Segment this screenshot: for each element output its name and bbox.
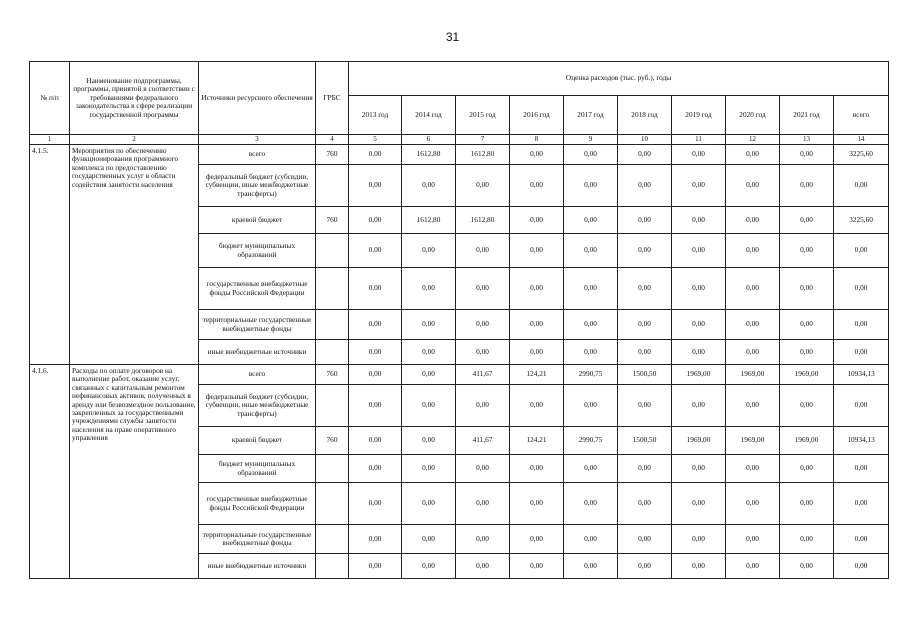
value-cell: 0,00 — [618, 145, 672, 165]
header-year: 2014 год — [402, 96, 456, 135]
value-cell: 0,00 — [834, 340, 889, 365]
value-cell: 0,00 — [726, 340, 780, 365]
value-cell: 0,00 — [456, 310, 510, 340]
value-cell: 0,00 — [456, 525, 510, 554]
grbs-code — [316, 340, 349, 365]
column-number: 2 — [70, 135, 199, 145]
header-grbs: ГРБС — [316, 62, 349, 135]
value-cell: 411,67 — [456, 365, 510, 385]
value-cell: 0,00 — [349, 268, 402, 310]
funding-source: бюджет муниципальных образований — [199, 234, 316, 268]
value-cell: 0,00 — [672, 165, 726, 207]
header-year: 2013 год — [349, 96, 402, 135]
value-cell: 0,00 — [672, 145, 726, 165]
value-cell: 0,00 — [618, 207, 672, 234]
value-cell: 1969,00 — [672, 365, 726, 385]
value-cell: 1969,00 — [672, 427, 726, 455]
value-cell: 0,00 — [402, 310, 456, 340]
value-cell: 0,00 — [349, 455, 402, 483]
table-body — [30, 145, 889, 579]
value-cell: 0,00 — [349, 365, 402, 385]
column-number: 9 — [564, 135, 618, 145]
value-cell: 0,00 — [402, 385, 456, 427]
value-cell: 0,00 — [672, 310, 726, 340]
grbs-code — [316, 525, 349, 554]
value-cell: 0,00 — [726, 455, 780, 483]
grbs-code — [316, 385, 349, 427]
value-cell: 0,00 — [672, 207, 726, 234]
value-cell: 0,00 — [672, 268, 726, 310]
header-year: 2020 год — [726, 96, 780, 135]
value-cell: 0,00 — [349, 165, 402, 207]
header-year: 2015 год — [456, 96, 510, 135]
header-year: 2017 год — [564, 96, 618, 135]
value-cell: 0,00 — [618, 483, 672, 525]
column-number: 8 — [510, 135, 564, 145]
value-cell: 0,00 — [349, 207, 402, 234]
header-source: Источники ресурсного обеспечения — [199, 62, 316, 135]
column-number: 4 — [316, 135, 349, 145]
value-cell: 0,00 — [510, 340, 564, 365]
value-cell: 0,00 — [402, 365, 456, 385]
value-cell: 0,00 — [564, 525, 618, 554]
grbs-code — [316, 165, 349, 207]
value-cell: 0,00 — [564, 207, 618, 234]
value-cell: 0,00 — [780, 455, 834, 483]
value-cell: 411,67 — [456, 427, 510, 455]
value-cell: 0,00 — [726, 207, 780, 234]
value-cell: 0,00 — [726, 385, 780, 427]
value-cell: 0,00 — [672, 525, 726, 554]
header-year: 2016 год — [510, 96, 564, 135]
value-cell: 0,00 — [672, 340, 726, 365]
column-number: 3 — [199, 135, 316, 145]
value-cell: 124,21 — [510, 365, 564, 385]
value-cell: 0,00 — [726, 234, 780, 268]
value-cell: 0,00 — [726, 165, 780, 207]
value-cell: 1969,00 — [726, 365, 780, 385]
value-cell: 0,00 — [618, 455, 672, 483]
value-cell: 0,00 — [780, 525, 834, 554]
value-cell: 0,00 — [780, 234, 834, 268]
value-cell: 1500,50 — [618, 365, 672, 385]
value-cell: 1969,00 — [726, 427, 780, 455]
value-cell: 0,00 — [510, 165, 564, 207]
section-code: 4.1.6. — [30, 365, 70, 579]
value-cell: 0,00 — [510, 483, 564, 525]
funding-source: краевой бюджет — [199, 427, 316, 455]
value-cell: 0,00 — [510, 207, 564, 234]
value-cell: 0,00 — [726, 483, 780, 525]
grbs-code — [316, 554, 349, 579]
value-cell: 0,00 — [402, 165, 456, 207]
value-cell: 0,00 — [564, 145, 618, 165]
grbs-code: 760 — [316, 145, 349, 165]
value-cell: 0,00 — [834, 483, 889, 525]
value-cell: 1612,80 — [402, 207, 456, 234]
value-cell: 1969,00 — [780, 427, 834, 455]
value-cell: 1612,80 — [402, 145, 456, 165]
value-cell: 0,00 — [456, 483, 510, 525]
value-cell: 0,00 — [349, 340, 402, 365]
value-cell: 3225,60 — [834, 145, 889, 165]
header-year: 2021 год — [780, 96, 834, 135]
value-cell: 0,00 — [618, 234, 672, 268]
value-cell: 2990,75 — [564, 365, 618, 385]
column-number: 7 — [456, 135, 510, 145]
value-cell: 0,00 — [564, 340, 618, 365]
value-cell: 0,00 — [780, 554, 834, 579]
value-cell: 0,00 — [780, 145, 834, 165]
value-cell: 0,00 — [618, 340, 672, 365]
funding-source: бюджет муниципальных образований — [199, 455, 316, 483]
table-row — [30, 145, 889, 165]
value-cell: 0,00 — [564, 268, 618, 310]
column-number: 13 — [780, 135, 834, 145]
value-cell: 0,00 — [402, 554, 456, 579]
value-cell: 0,00 — [618, 310, 672, 340]
value-cell: 0,00 — [510, 145, 564, 165]
value-cell: 0,00 — [834, 554, 889, 579]
value-cell: 1612,80 — [456, 145, 510, 165]
grbs-code — [316, 310, 349, 340]
grbs-code: 760 — [316, 365, 349, 385]
value-cell: 0,00 — [402, 455, 456, 483]
value-cell: 0,00 — [510, 268, 564, 310]
value-cell: 0,00 — [564, 554, 618, 579]
header-year: 2019 год — [672, 96, 726, 135]
value-cell: 124,21 — [510, 427, 564, 455]
value-cell: 0,00 — [456, 340, 510, 365]
funding-source: иные внебюджетные источники — [199, 340, 316, 365]
section-name: Мероприятия по обеспечению функционирования программного комплекса по предоставлению государственных услуг в области содействия занятости населения — [70, 145, 199, 365]
value-cell: 3225,60 — [834, 207, 889, 234]
value-cell: 0,00 — [564, 385, 618, 427]
value-cell: 0,00 — [349, 483, 402, 525]
value-cell: 0,00 — [349, 145, 402, 165]
value-cell: 0,00 — [618, 165, 672, 207]
value-cell: 0,00 — [726, 145, 780, 165]
budget-table — [29, 61, 889, 579]
value-cell: 1612,80 — [456, 207, 510, 234]
funding-source: краевой бюджет — [199, 207, 316, 234]
value-cell: 0,00 — [349, 427, 402, 455]
value-cell: 0,00 — [564, 165, 618, 207]
value-cell: 1500,50 — [618, 427, 672, 455]
grbs-code — [316, 455, 349, 483]
funding-source: иные внебюджетные источники — [199, 554, 316, 579]
value-cell: 0,00 — [456, 554, 510, 579]
table-row — [30, 365, 889, 385]
value-cell: 0,00 — [780, 483, 834, 525]
value-cell: 0,00 — [510, 310, 564, 340]
column-number: 12 — [726, 135, 780, 145]
value-cell: 0,00 — [672, 455, 726, 483]
funding-source: государственные внебюджетные фонды Российской Федерации — [199, 268, 316, 310]
header-num: № п/п — [30, 62, 70, 135]
value-cell: 0,00 — [672, 234, 726, 268]
funding-source: территориальные государственные внебюджетные фонды — [199, 525, 316, 554]
column-number: 1 — [30, 135, 70, 145]
value-cell: 10934,13 — [834, 365, 889, 385]
header-estimate: Оценка расходов (тыс. руб.), годы — [349, 62, 889, 96]
column-number: 10 — [618, 135, 672, 145]
value-cell: 0,00 — [510, 385, 564, 427]
header-year: 2018 год — [618, 96, 672, 135]
column-number: 11 — [672, 135, 726, 145]
value-cell: 0,00 — [510, 525, 564, 554]
value-cell: 0,00 — [349, 385, 402, 427]
value-cell: 1969,00 — [780, 365, 834, 385]
value-cell: 0,00 — [834, 455, 889, 483]
value-cell: 0,00 — [456, 385, 510, 427]
value-cell: 0,00 — [834, 385, 889, 427]
value-cell: 0,00 — [780, 340, 834, 365]
value-cell: 0,00 — [618, 385, 672, 427]
value-cell: 0,00 — [349, 525, 402, 554]
value-cell: 0,00 — [780, 207, 834, 234]
grbs-code: 760 — [316, 207, 349, 234]
value-cell: 0,00 — [402, 340, 456, 365]
value-cell: 0,00 — [402, 268, 456, 310]
value-cell: 0,00 — [726, 554, 780, 579]
funding-source: всего — [199, 145, 316, 165]
page-number: 31 — [445, 30, 460, 44]
value-cell: 0,00 — [456, 455, 510, 483]
funding-source: территориальные государственные внебюджетные фонды — [199, 310, 316, 340]
value-cell: 0,00 — [456, 268, 510, 310]
value-cell: 0,00 — [780, 385, 834, 427]
value-cell: 0,00 — [402, 427, 456, 455]
value-cell: 0,00 — [618, 268, 672, 310]
funding-source: федеральный бюджет (субсидии, субвенции, иные межбюджетные трансферты) — [199, 385, 316, 427]
value-cell: 0,00 — [618, 525, 672, 554]
value-cell: 0,00 — [456, 165, 510, 207]
value-cell: 0,00 — [564, 310, 618, 340]
value-cell: 0,00 — [780, 268, 834, 310]
header-year: всего — [834, 96, 889, 135]
value-cell: 0,00 — [780, 310, 834, 340]
value-cell: 0,00 — [726, 268, 780, 310]
value-cell: 0,00 — [672, 554, 726, 579]
value-cell: 0,00 — [618, 554, 672, 579]
section-name: Расходы по оплате договоров на выполнение работ, оказание услуг, связанных с капитальным ремонтом нефинансовых активов, полученных в аренду или безвозмездное пользование, закрепленных за государственными учреждениями службы занятости населения на праве оперативного управления — [70, 365, 199, 579]
value-cell: 0,00 — [510, 455, 564, 483]
grbs-code — [316, 483, 349, 525]
value-cell: 0,00 — [402, 234, 456, 268]
value-cell: 0,00 — [834, 165, 889, 207]
funding-source: государственные внебюджетные фонды Российской Федерации — [199, 483, 316, 525]
value-cell: 0,00 — [349, 234, 402, 268]
value-cell: 0,00 — [402, 525, 456, 554]
value-cell: 10934,13 — [834, 427, 889, 455]
value-cell: 0,00 — [834, 268, 889, 310]
value-cell: 0,00 — [349, 310, 402, 340]
value-cell: 0,00 — [510, 234, 564, 268]
section-code: 4.1.5. — [30, 145, 70, 365]
grbs-code — [316, 234, 349, 268]
value-cell: 0,00 — [834, 310, 889, 340]
value-cell: 0,00 — [402, 483, 456, 525]
table-header — [30, 62, 889, 145]
column-number: 6 — [402, 135, 456, 145]
value-cell: 0,00 — [349, 554, 402, 579]
value-cell: 0,00 — [726, 525, 780, 554]
header-name: Наименование подпрограммы, программы, принятой в соответствии с требованиями федерального законодательства в сфере реализации государственной программы — [70, 62, 199, 135]
grbs-code — [316, 268, 349, 310]
value-cell: 0,00 — [834, 234, 889, 268]
value-cell: 0,00 — [780, 165, 834, 207]
funding-source: федеральный бюджет (субсидии, субвенции, иные межбюджетные трансферты) — [199, 165, 316, 207]
value-cell: 0,00 — [564, 483, 618, 525]
value-cell: 0,00 — [564, 234, 618, 268]
value-cell: 0,00 — [834, 525, 889, 554]
value-cell: 0,00 — [726, 310, 780, 340]
grbs-code: 760 — [316, 427, 349, 455]
column-number: 14 — [834, 135, 889, 145]
funding-source: всего — [199, 365, 316, 385]
value-cell: 0,00 — [672, 385, 726, 427]
value-cell: 0,00 — [564, 455, 618, 483]
value-cell: 0,00 — [456, 234, 510, 268]
value-cell: 0,00 — [510, 554, 564, 579]
column-number: 5 — [349, 135, 402, 145]
value-cell: 2990,75 — [564, 427, 618, 455]
value-cell: 0,00 — [672, 483, 726, 525]
